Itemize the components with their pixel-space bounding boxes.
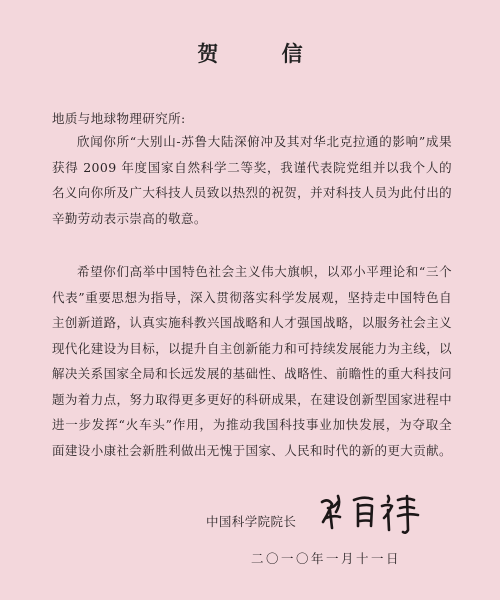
salutation: 地质与地球物理研究所:	[52, 111, 186, 126]
letter-date: 二〇一〇年一月十一日	[251, 551, 402, 566]
paragraph-1: 欣闻你所“大别山-苏鲁大陆深俯冲及其对华北克拉通的影响”成果获得 2009 年度国家自然科学二等奖，我谨代表院党组并以我个人的名义向你所及广大科技人员致以热烈的祝贺，并对科技人员为此付出的辛勤劳动表示崇高的敬意。	[52, 134, 452, 226]
handwritten-signature	[318, 488, 428, 536]
paragraph-2: 希望你们高举中国特色社会主义伟大旗帜，以邓小平理论和“三个代表”重要思想为指导，深入贯彻落实科学发展观，坚持走中国特色自主创新道路，认真实施科教兴国战略和人才强国战略，以服务社会主义现代化建设为目标，以提升自主创新能力和可持续发展能力为主线，以解决关系国家全局和长远发展的基础性、战略性、前瞻性的重大科技问题为着力点，努力取得更多更好的科研成果，在建设创新型国家进程中进一步发挥“火车头”作用，为推动我国科技事业加快发展，为夺取全面建设小康社会新胜利做出无愧于国家、人民和时代的新的更大贡献。	[52, 264, 452, 458]
sender-title: 中国科学院院长	[206, 514, 297, 529]
letter-title: 贺 信	[197, 41, 331, 66]
